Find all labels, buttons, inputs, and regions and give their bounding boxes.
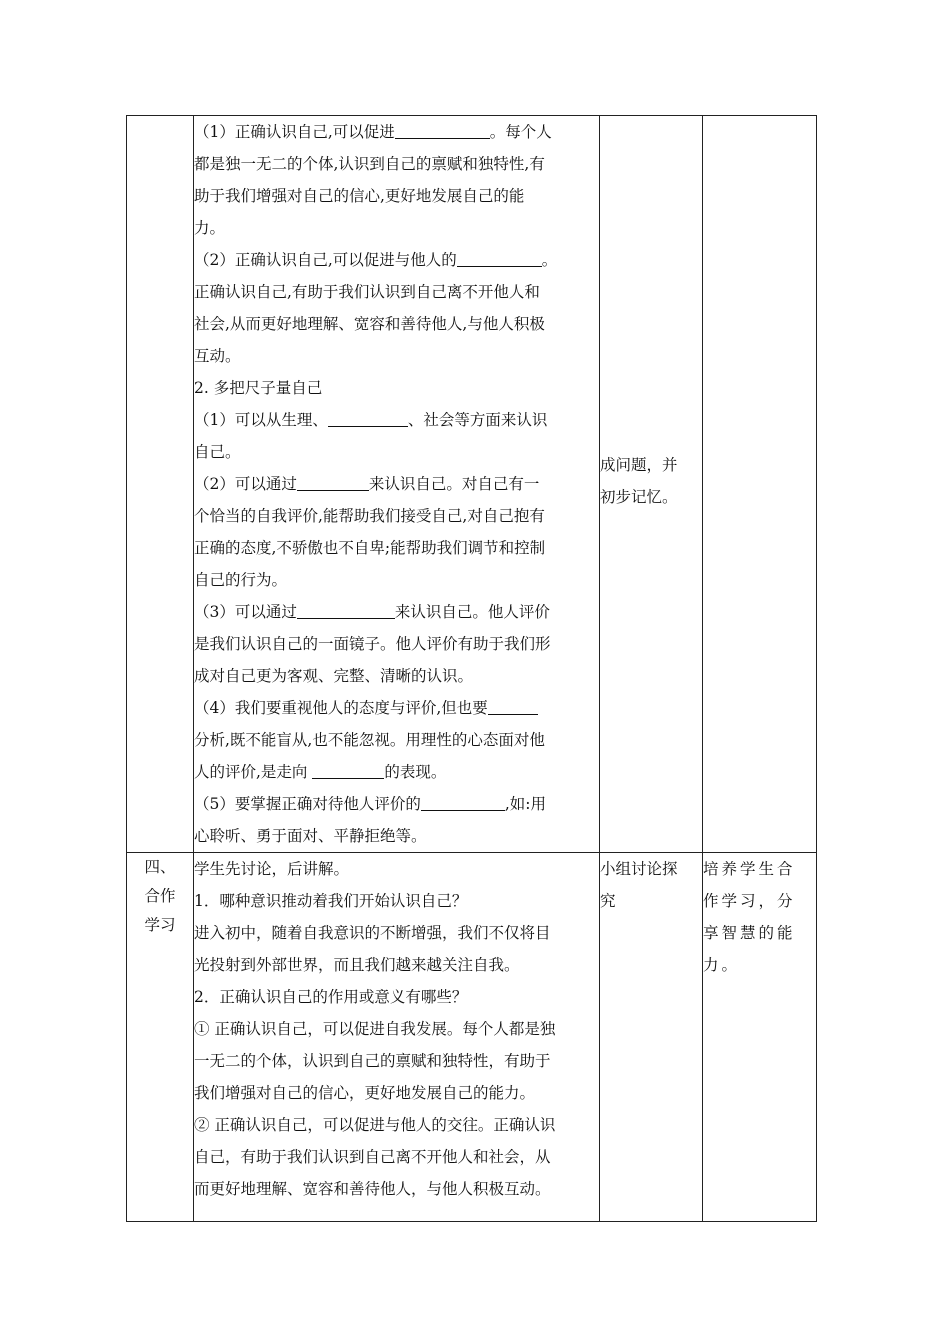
discussion-line: 一无二的个体，认识到自己的禀赋和独特性，有助于 <box>194 1052 551 1070</box>
discussion-line: 我们增强对自己的信心，更好地发展自己的能力。 <box>194 1084 536 1102</box>
student-activity-text <box>600 449 702 513</box>
text-segment: （1）正确认识自己,可以促进 <box>194 123 395 141</box>
text-segment: 来认识自己。他人评价 <box>394 603 550 621</box>
step-line: 学习 <box>144 916 176 934</box>
design-intent-cell <box>703 853 817 1222</box>
activity-line: 究 <box>600 892 616 910</box>
discussion-line: 1．哪种意识推动着我们开始认识自己？ <box>194 892 468 910</box>
text-line <box>194 692 599 724</box>
text-line <box>194 404 599 436</box>
text-line <box>194 756 599 788</box>
discussion-line: ① 正确认识自己，可以促进自我发展。每个人都是独 <box>194 1020 556 1038</box>
student-activity-cell <box>600 116 703 853</box>
activity-line: 小组讨论探 <box>600 860 678 878</box>
text-segment: 自己。 <box>194 443 241 461</box>
content-cell-fill-in <box>194 116 600 853</box>
text-segment: （1）可以从生理、 <box>194 411 328 429</box>
discussion-line: 进入初中，随着自我意识的不断增强，我们不仅将目 <box>194 924 551 942</box>
text-segment: 。 <box>541 251 558 269</box>
step-cell <box>127 853 194 1222</box>
lesson-plan-table <box>126 115 817 1222</box>
discussion-line: 自己，有助于我们认识到自己离不开他人和社会，从 <box>194 1148 551 1166</box>
answer-blank <box>297 474 369 491</box>
intent-line: 力。 <box>703 956 741 974</box>
text-line <box>194 660 599 692</box>
activity-line: 初步记忆。 <box>600 488 678 506</box>
answer-blank <box>421 794 505 811</box>
text-segment: ,如:用 <box>504 795 547 813</box>
text-segment: 正确认识自己,有助于我们认识到自己离不开他人和 <box>194 283 540 301</box>
text-line <box>194 148 599 180</box>
text-segment: （2）正确认识自己,可以促进与他人的 <box>194 251 457 269</box>
student-activity-cell <box>600 853 703 1222</box>
discussion-line: 而更好地理解、宽容和善待他人，与他人积极互动。 <box>194 1180 551 1198</box>
text-line <box>194 244 599 276</box>
discussion-line: 光投射到外部世界，而且我们越来越关注自我。 <box>194 956 520 974</box>
text-line <box>194 308 599 340</box>
text-segment: 分析,既不能盲从,也不能忽视。用理性的心态面对他 <box>194 731 545 749</box>
text-segment: 自己的行为。 <box>194 571 288 589</box>
text-line <box>194 212 599 244</box>
intent-line: 享智慧的能 <box>703 924 796 942</box>
text-line <box>194 116 599 148</box>
intent-line: 培养学生合 <box>703 860 796 878</box>
step-cell-empty <box>127 116 194 853</box>
text-line <box>194 276 599 308</box>
text-segment: 人的评价,是走向 <box>194 763 313 781</box>
text-segment: 的表现。 <box>384 763 447 781</box>
text-line <box>194 180 599 212</box>
text-line <box>194 788 599 820</box>
text-line <box>194 468 599 500</box>
answer-blank <box>328 410 408 427</box>
answer-blank <box>312 762 384 779</box>
text-segment: 2. 多把尺子量自己 <box>194 379 323 397</box>
text-line <box>194 436 599 468</box>
design-intent-text <box>703 853 816 981</box>
text-line <box>194 724 599 756</box>
discussion-line: 学生先讨论，后讲解。 <box>194 860 350 878</box>
design-intent-cell-empty <box>703 116 817 853</box>
text-segment: 来认识自己。对自己有一 <box>368 475 540 493</box>
step-label <box>127 853 193 940</box>
text-segment: 成对自己更为客观、完整、清晰的认识。 <box>194 667 474 685</box>
answer-blank <box>395 122 490 139</box>
text-line <box>194 596 599 628</box>
answer-blank <box>297 602 395 619</box>
text-line <box>194 340 599 372</box>
text-segment: 个恰当的自我评价,能帮助我们接受自己,对自己抱有 <box>194 507 545 525</box>
text-line <box>194 820 599 852</box>
answer-blank <box>457 250 542 267</box>
intent-line: 作学习，分 <box>703 892 796 910</box>
step-line: 合作 <box>144 887 176 905</box>
step-line: 四、 <box>144 858 176 876</box>
text-line <box>194 628 599 660</box>
discussion-content <box>194 853 599 1205</box>
text-segment: （2）可以通过 <box>194 475 297 493</box>
table-row-cooperative-learning <box>127 853 817 1222</box>
activity-line: 成问题，并 <box>600 456 678 474</box>
text-segment: 是我们认识自己的一面镜子。他人评价有助于我们形 <box>194 635 551 653</box>
text-segment: 心聆听、勇于面对、平静拒绝等。 <box>194 827 427 845</box>
discussion-line: 2．正确认识自己的作用或意义有哪些？ <box>194 988 468 1006</box>
content-cell-discussion <box>194 853 600 1222</box>
text-segment: （5）要掌握正确对待他人评价的 <box>194 795 421 813</box>
text-segment: （4）我们要重视他人的态度与评价,但也要 <box>194 699 488 717</box>
text-segment: （3）可以通过 <box>194 603 297 621</box>
text-segment: 、社会等方面来认识 <box>407 411 548 429</box>
text-segment: 互动。 <box>194 347 241 365</box>
answer-blank <box>488 698 538 715</box>
table-row-knowledge-review <box>127 116 817 853</box>
text-segment: 力。 <box>194 219 226 237</box>
text-line <box>194 500 599 532</box>
text-line <box>194 532 599 564</box>
text-segment: 社会,从而更好地理解、宽容和善待他人,与他人积极 <box>194 315 545 333</box>
student-activity-text <box>600 853 702 917</box>
fill-in-exercise <box>194 116 599 852</box>
text-segment: 正确的态度,不骄傲也不自卑;能帮助我们调节和控制 <box>194 539 546 557</box>
text-line <box>194 564 599 596</box>
text-segment: 都是独一无二的个体,认识到自己的禀赋和独特性,有 <box>194 155 545 173</box>
text-segment: 。每个人 <box>489 123 552 141</box>
text-line <box>194 372 599 404</box>
discussion-line: ② 正确认识自己，可以促进与他人的交往。正确认识 <box>194 1116 556 1134</box>
text-segment: 助于我们增强对自己的信心,更好地发展自己的能 <box>194 187 525 205</box>
